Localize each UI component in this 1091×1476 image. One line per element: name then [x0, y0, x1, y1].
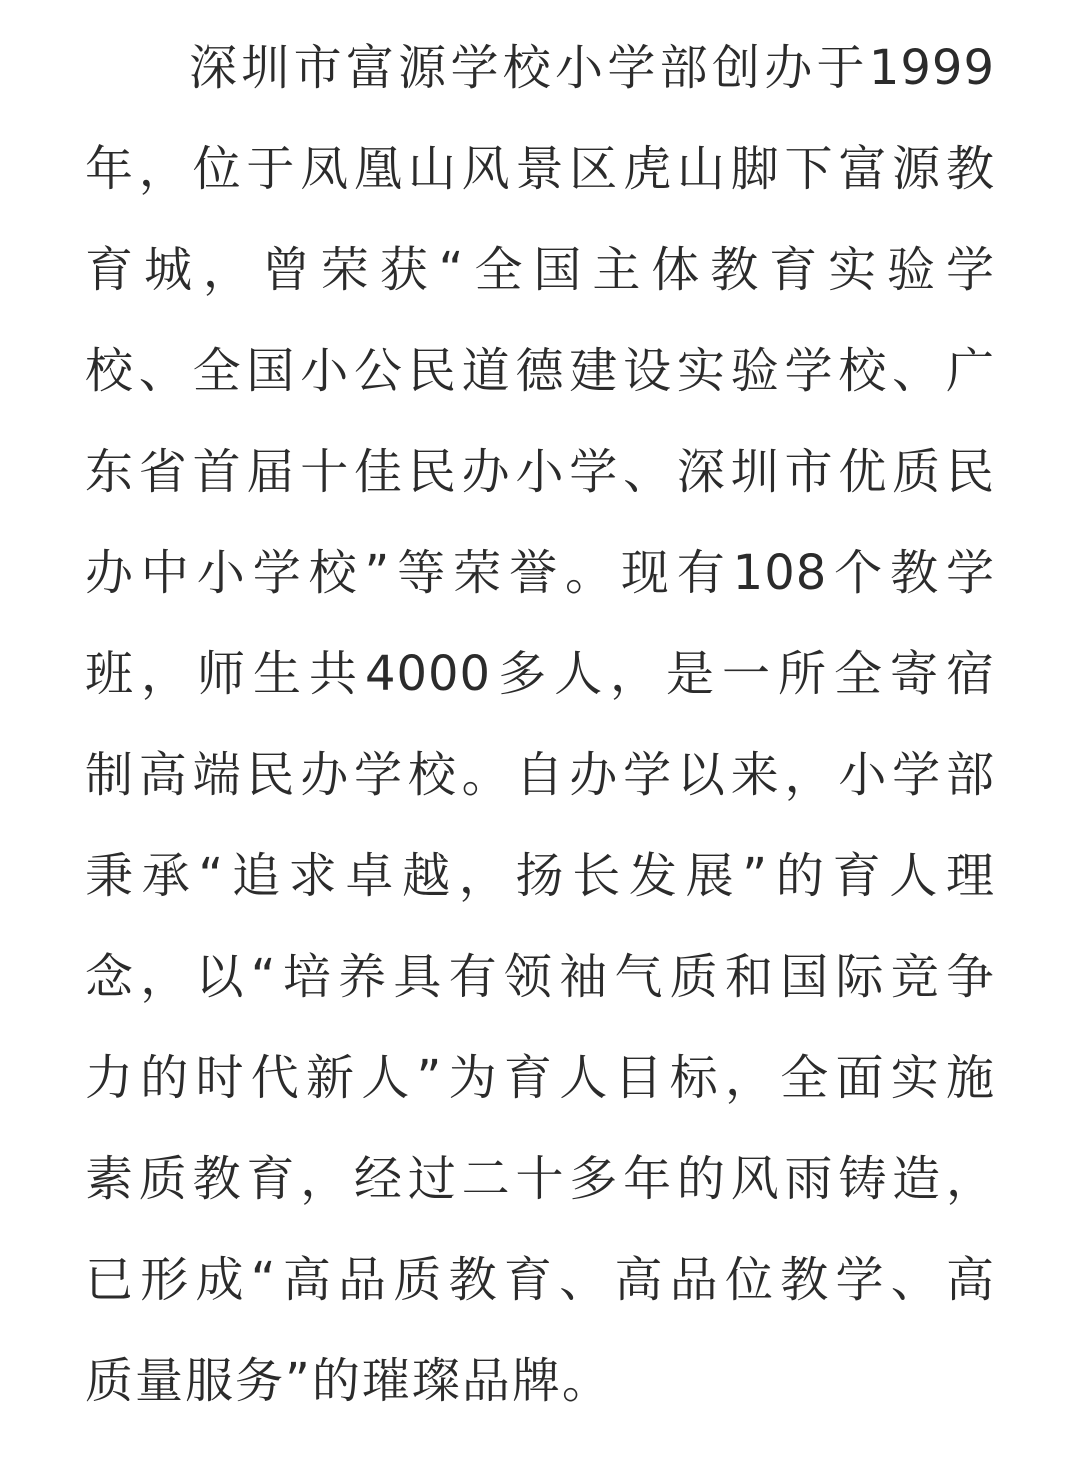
paragraph-line-5: 东省首届十佳民办小学、深圳市优质民 — [85, 444, 995, 500]
paragraph-line-6: 办中小学校”等荣誉。现有108个教学 — [85, 545, 995, 601]
paragraph-line-12: 素质教育，经过二十多年的风雨铸造， — [85, 1151, 995, 1207]
paragraph-line-2: 年，位于凤凰山风景区虎山脚下富源教 — [85, 141, 995, 197]
paragraph-line-13: 已形成“高品质教育、高品位教学、高 — [85, 1252, 995, 1308]
paragraph-line-14: 质量服务”的璀璨品牌。 — [85, 1353, 612, 1409]
paragraph-line-3: 育城，曾荣获“全国主体教育实验学 — [85, 242, 995, 298]
paragraph-line-7: 班，师生共4000多人，是一所全寄宿 — [85, 646, 995, 702]
paragraph-line-4: 校、全国小公民道德建设实验学校、广 — [85, 343, 995, 399]
paragraph-line-11: 力的时代新人”为育人目标，全面实施 — [85, 1050, 995, 1106]
paragraph-line-1: 深圳市富源学校小学部创办于1999 — [189, 40, 995, 96]
paragraph-line-10: 念，以“培养具有领袖气质和国际竞争 — [85, 949, 995, 1005]
paragraph-line-8: 制高端民办学校。自办学以来，小学部 — [85, 747, 995, 803]
paragraph-line-9: 秉承“追求卓越，扬长发展”的育人理 — [85, 848, 995, 904]
article-paragraph — [85, 28, 995, 1442]
